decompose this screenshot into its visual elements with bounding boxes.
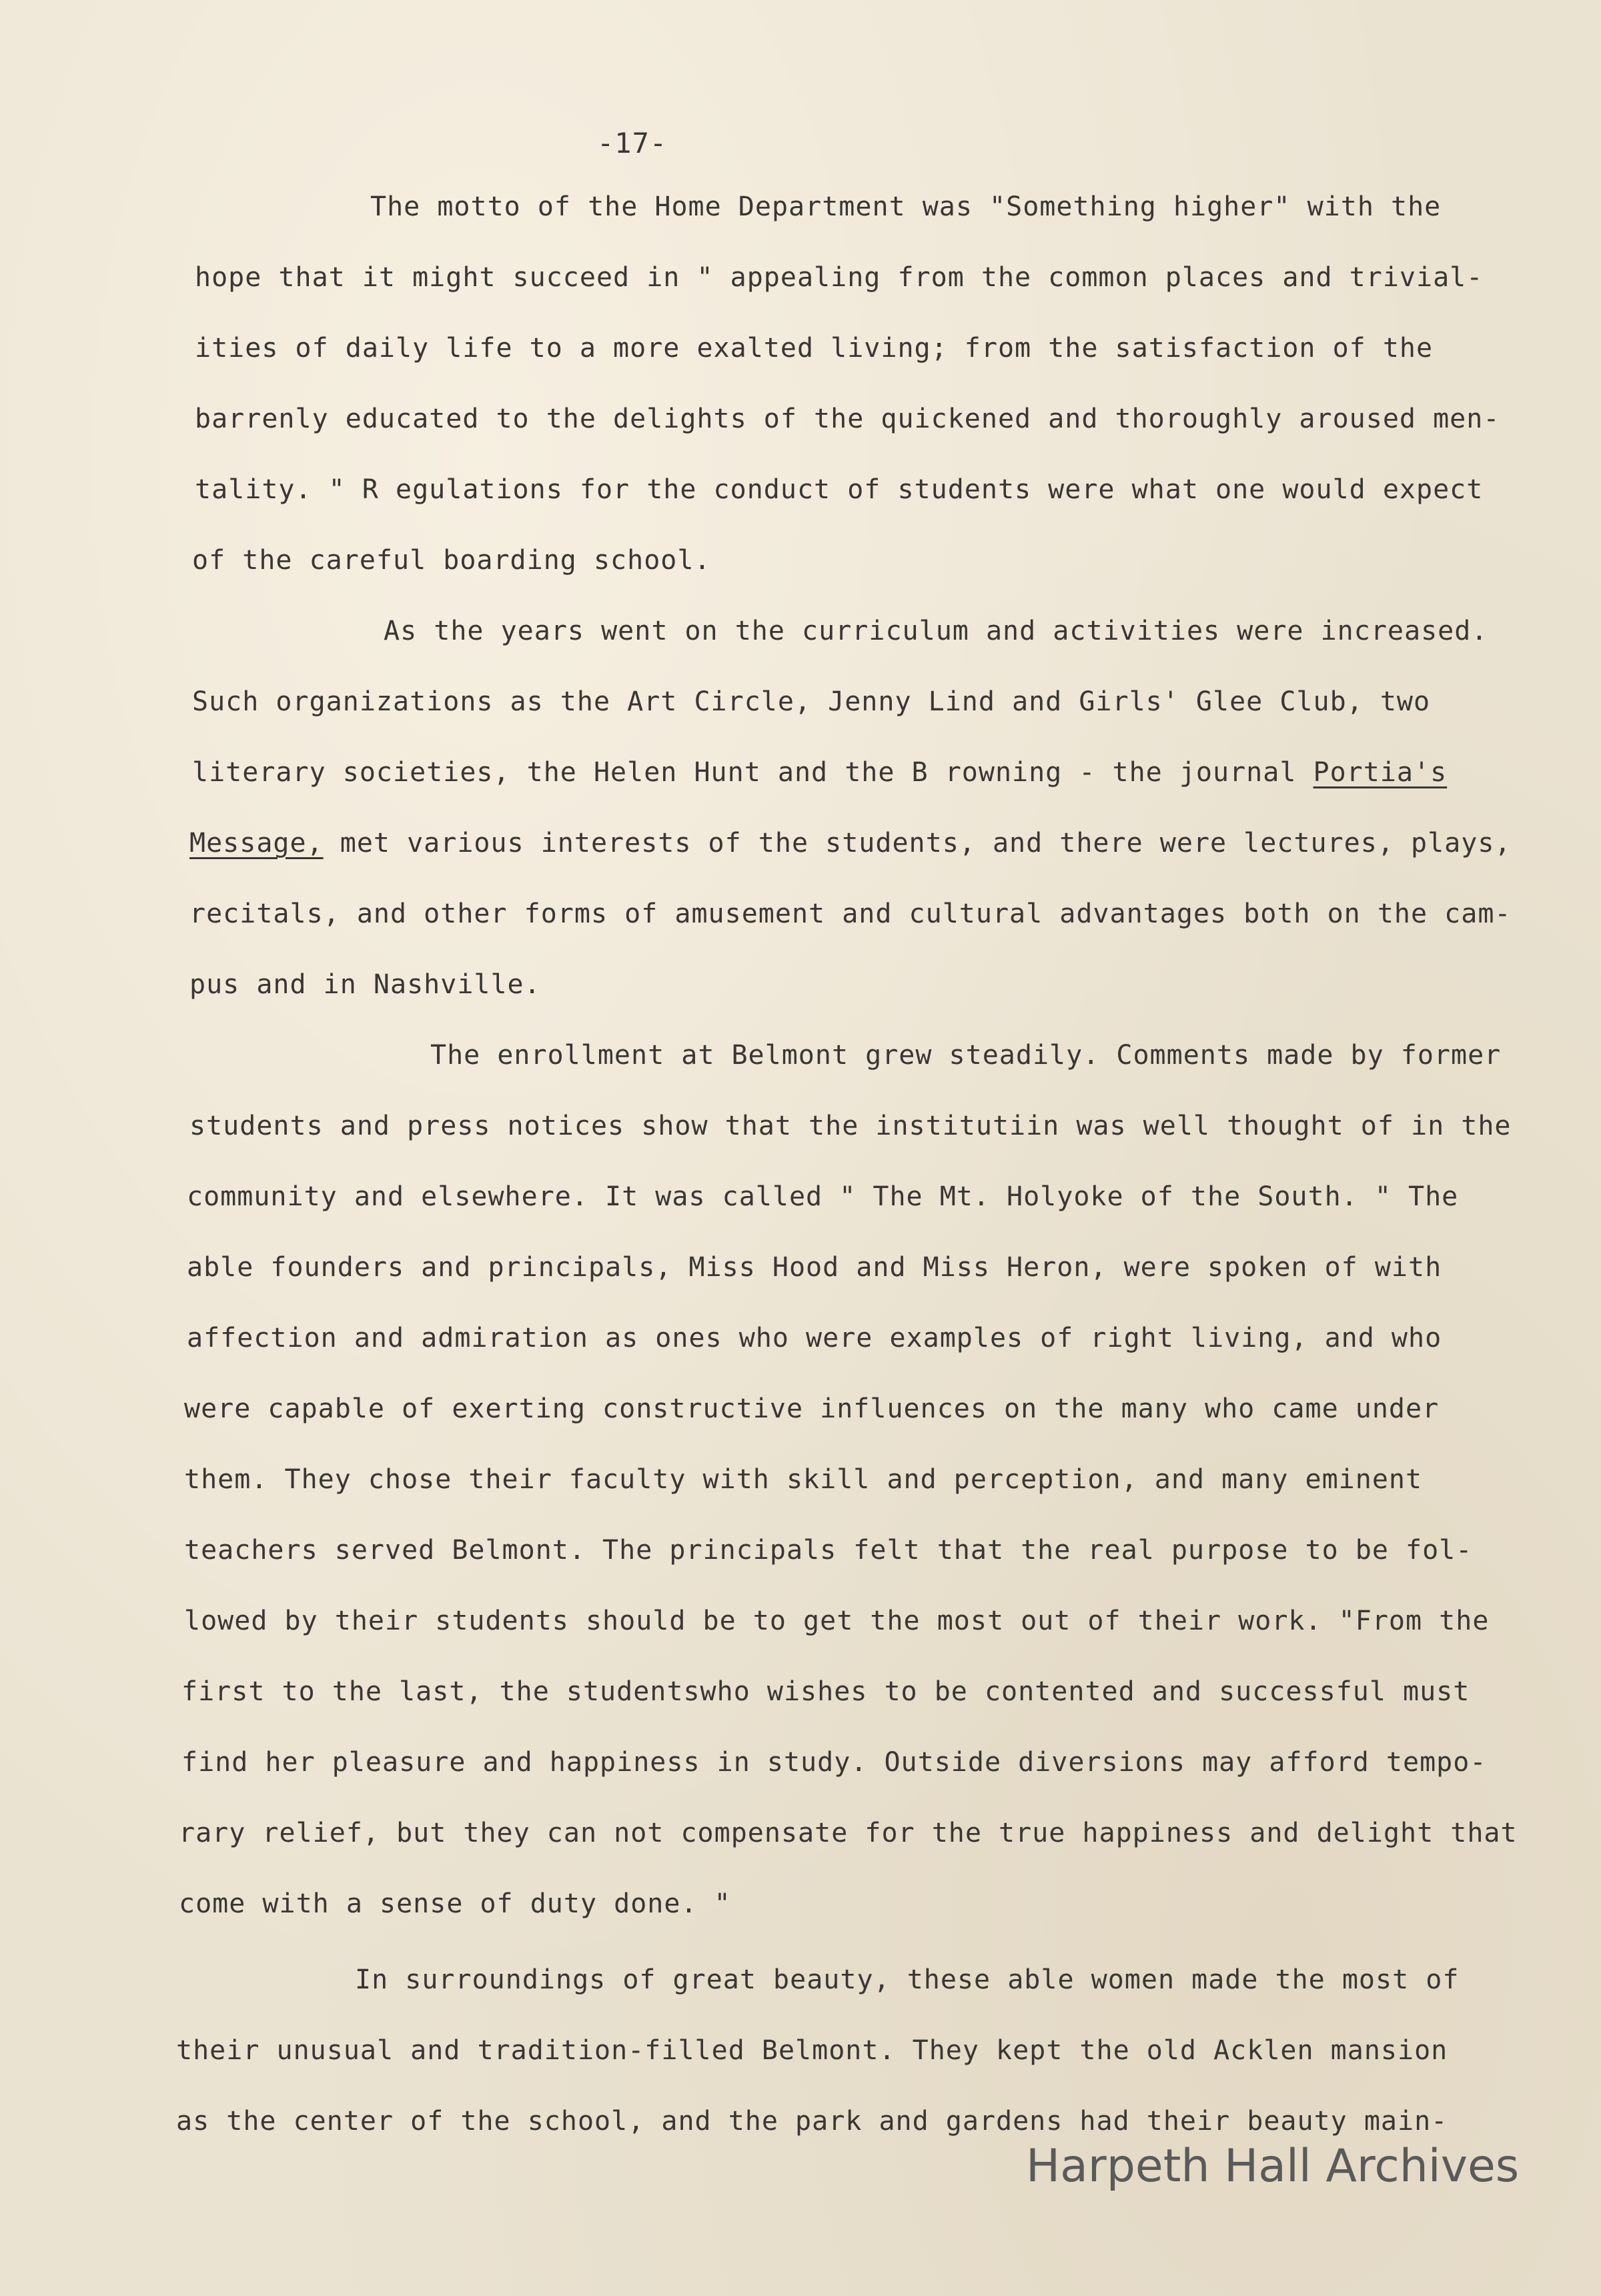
text-line-9-start: literary societies, the Helen Hunt and the B rowning - the journal bbox=[192, 757, 1313, 788]
text-line-3: ities of daily life to a more exalted living; from the satisfaction of the bbox=[195, 333, 1434, 364]
text-line-8: Such organizations as the Art Circle, Jenny Lind and Girls' Glee Club, two bbox=[192, 686, 1431, 717]
journal-title-part-2: Message, bbox=[189, 828, 324, 858]
text-line-13: The enrollment at Belmont grew steadily. Comments made by former bbox=[430, 1040, 1502, 1071]
page-number: -17- bbox=[597, 127, 668, 159]
text-line-21: lowed by their students should be to get the most out of their work. "From the bbox=[184, 1606, 1490, 1636]
text-line-14: students and press notices show that the institutiin was well thought of in the bbox=[189, 1111, 1512, 1141]
journal-title-part-1: Portia's bbox=[1313, 757, 1448, 788]
text-line-6: of the careful boarding school. bbox=[192, 545, 711, 576]
text-line-28: as the center of the school, and the park and gardens had their beauty main- bbox=[176, 2106, 1448, 2137]
text-line-19: them. They chose their faculty with skill and perception, and many eminent bbox=[184, 1464, 1423, 1495]
text-line-24: rary relief, but they can not compensate for the true happiness and delight that bbox=[179, 1818, 1518, 1848]
text-line-27: their unusual and tradition-filled Belmont. They kept the old Acklen mansion bbox=[176, 2035, 1448, 2066]
text-line-22: first to the last, the studentswho wishes to be contented and successful must bbox=[181, 1676, 1470, 1707]
text-line-5: tality. " R egulations for the conduct of students were what one would expect bbox=[195, 474, 1484, 505]
text-line-11: recitals, and other forms of amusement and cultural advantages both on the cam- bbox=[189, 899, 1512, 929]
text-line-7: As the years went on the curriculum and activities were increased. bbox=[384, 616, 1488, 646]
text-line-15: community and elsewhere. It was called " The Mt. Holyoke of the South. " The bbox=[187, 1181, 1459, 1212]
archive-watermark: Harpeth Hall Archives bbox=[1026, 2140, 1520, 2193]
text-line-18: were capable of exerting constructive influences on the many who came under bbox=[184, 1393, 1440, 1424]
text-line-20: teachers served Belmont. The principals felt that the real purpose to be fol- bbox=[184, 1535, 1473, 1566]
text-line-12: pus and in Nashville. bbox=[189, 969, 541, 1000]
text-line-2: hope that it might succeed in " appealing from the common places and trivial- bbox=[195, 262, 1484, 293]
text-line-10-rest: met various interests of the students, and there were lectures, plays, bbox=[323, 828, 1512, 858]
text-line-1: The motto of the Home Department was "Something higher" with the bbox=[370, 191, 1442, 222]
text-line-9 bbox=[192, 757, 1447, 788]
text-line-26: In surroundings of great beauty, these able women made the most of bbox=[355, 1964, 1460, 1995]
text-line-16: able founders and principals, Miss Hood and Miss Heron, were spoken of with bbox=[187, 1252, 1442, 1283]
text-line-25: come with a sense of duty done. " bbox=[179, 1888, 731, 1919]
text-line-23: find her pleasure and happiness in study. Outside diversions may afford tempo- bbox=[181, 1747, 1487, 1778]
text-line-17: affection and admiration as ones who were examples of right living, and who bbox=[187, 1323, 1442, 1353]
text-line-10 bbox=[189, 828, 1511, 858]
text-line-4: barrenly educated to the delights of the quickened and thoroughly aroused men- bbox=[195, 404, 1500, 434]
